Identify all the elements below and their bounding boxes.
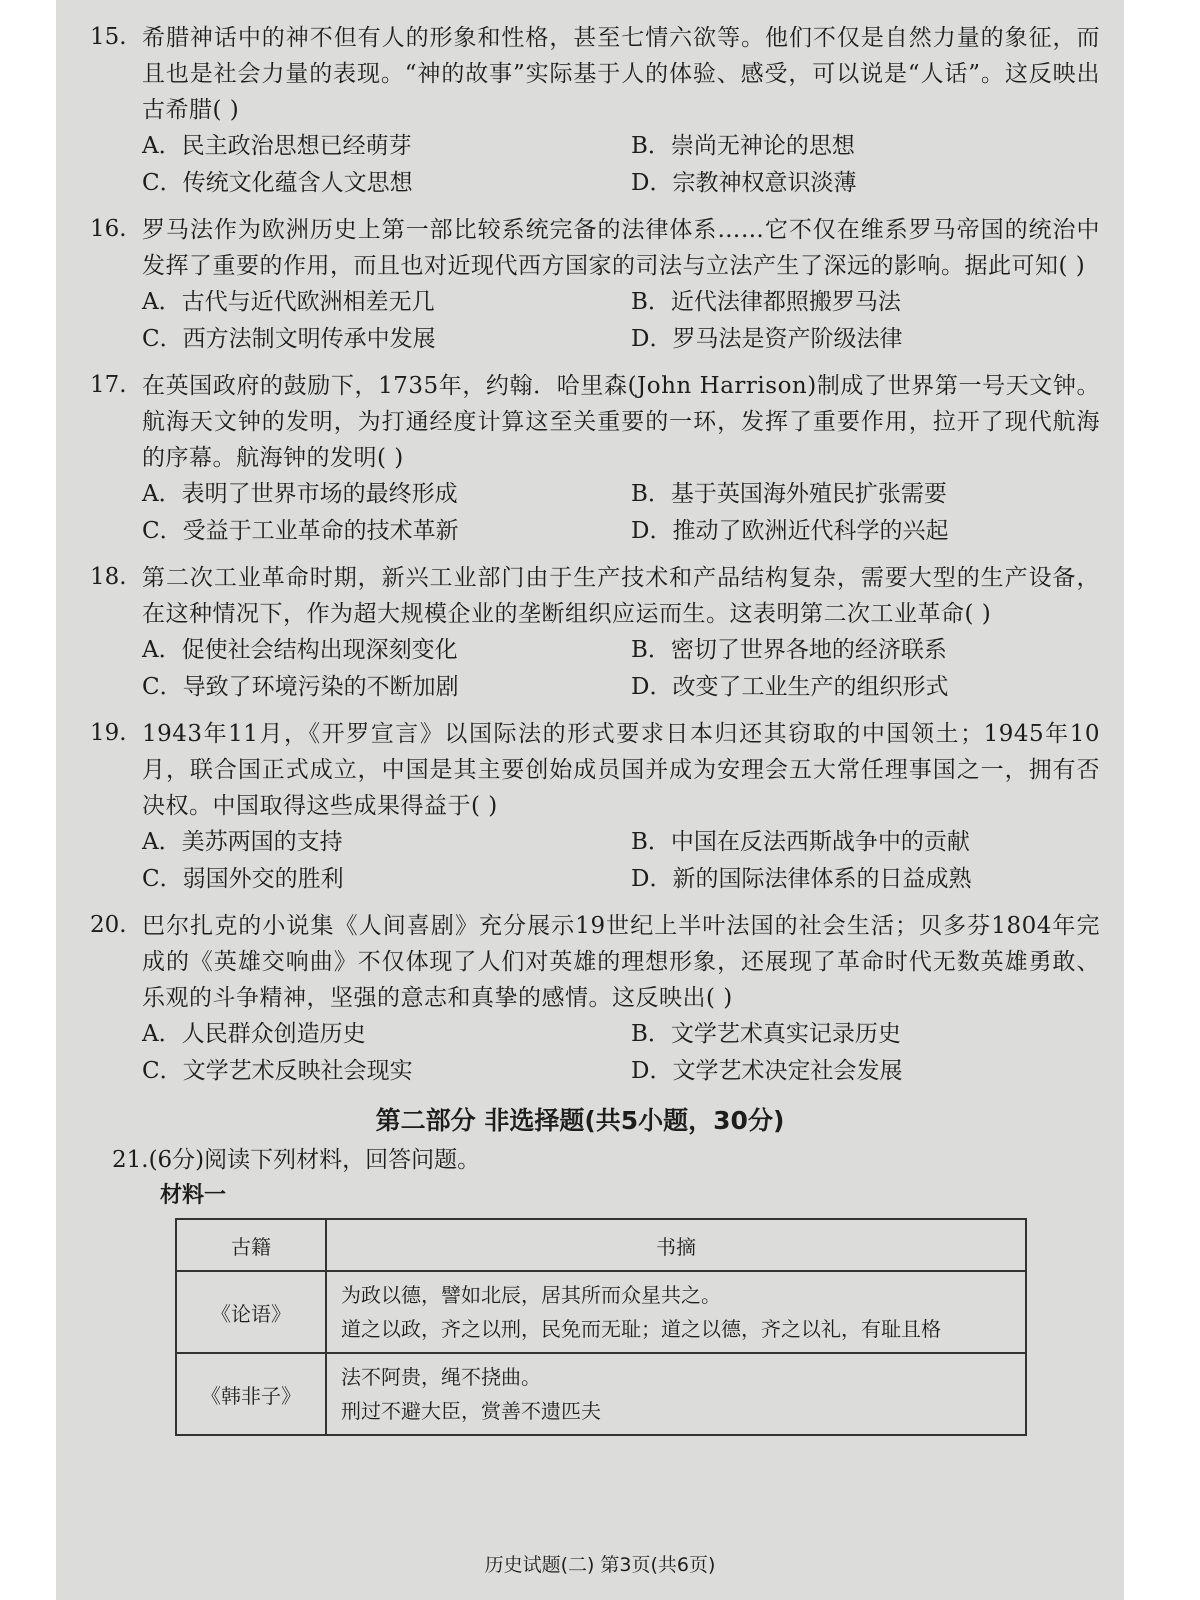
option-c: C．弱国外交的胜利	[142, 866, 344, 892]
question-21-stem: 21.(6分)阅读下列材料，回答问题。	[112, 1147, 481, 1173]
option-b: B．文学艺术真实记录历史	[631, 1021, 901, 1047]
question-number: 19.	[90, 720, 127, 746]
option-a: A．促使社会结构出现深刻变化	[142, 637, 458, 663]
question-number: 18.	[90, 564, 127, 590]
question-number: 17.	[90, 372, 127, 398]
option-c: C．文学艺术反映社会现实	[142, 1058, 413, 1084]
question-19	[60, 716, 1100, 898]
table-header-row	[176, 1219, 1026, 1271]
question-15	[60, 20, 1100, 202]
page-footer: 历史试题(二) 第3页(共6页)	[484, 1554, 716, 1576]
option-b: B．近代法律都照搬罗马法	[631, 289, 901, 315]
options	[142, 1016, 1100, 1090]
option-a: A．民主政治思想已经萌芽	[142, 133, 412, 159]
question-stem: 罗马法作为欧洲历史上第一部比较系统完备的法律体系……它不仅在维系罗马帝国的统治中发挥了重要的作用，而且也对近现代西方国家的司法与立法产生了深远的影响。据此可知( )	[142, 217, 1100, 279]
table-row	[176, 1271, 1026, 1353]
table-header: 古籍	[176, 1219, 326, 1271]
page-content	[60, 20, 1100, 1436]
question-16	[60, 212, 1100, 358]
option-d: D．推动了欧洲近代科学的兴起	[631, 518, 949, 544]
book-title: 《论语》	[176, 1271, 326, 1353]
option-d: D．文学艺术决定社会发展	[631, 1058, 903, 1084]
question-20	[60, 908, 1100, 1090]
question-stem: 1943年11月，《开罗宣言》以国际法的形式要求日本归还其窃取的中国领土；1945年10月，联合国正式成立，中国是其主要创始成员国并成为安理会五大常任理事国之一，拥有否决权。中国取得这些成果得益于( )	[142, 721, 1100, 819]
question-stem: 第二次工业革命时期，新兴工业部门由于生产技术和产品结构复杂，需要大型的生产设备，在这种情况下，作为超大规模企业的垄断组织应运而生。这表明第二次工业革命( )	[142, 565, 1100, 627]
excerpt-line: 刑过不避大臣，赏善不遗匹夫	[341, 1399, 601, 1423]
question-stem: 巴尔扎克的小说集《人间喜剧》充分展示19世纪上半叶法国的社会生活；贝多芬1804年完成的《英雄交响曲》不仅体现了人们对英雄的理想形象，还展现了革命时代无数英雄勇敢、乐观的斗争精神，坚强的意志和真挚的感情。这反映出( )	[142, 913, 1100, 1011]
table-header: 书摘	[326, 1219, 1026, 1271]
option-c: C．导致了环境污染的不断加剧	[142, 674, 459, 700]
section-title: 第二部分 非选择题(共5小题，30分)	[375, 1106, 785, 1135]
question-stem: 希腊神话中的神不但有人的形象和性格，甚至七情六欲等。他们不仅是自然力量的象征，而且也是社会力量的表现。“神的故事”实际基于人的体验、感受，可以说是“人话”。这反映出古希腊( )	[142, 25, 1100, 123]
option-c: C．传统文化蕴含人文思想	[142, 170, 413, 196]
option-b: B．密切了世界各地的经济联系	[631, 637, 947, 663]
options	[142, 284, 1100, 358]
option-c: C．受益于工业革命的技术革新	[142, 518, 459, 544]
material-table	[175, 1218, 1027, 1436]
option-b: B．基于英国海外殖民扩张需要	[631, 481, 947, 507]
question-number: 15.	[90, 24, 127, 50]
option-d: D．罗马法是资产阶级法律	[631, 326, 903, 352]
excerpt-line: 法不阿贵，绳不挠曲。	[341, 1365, 541, 1389]
excerpt-line: 为政以德，譬如北辰，居其所而众星共之。	[341, 1283, 721, 1307]
option-d: D．新的国际法律体系的日益成熟	[631, 866, 972, 892]
question-stem: 在英国政府的鼓励下，1735年，约翰．哈里森(John Harrison)制成了世界第一号天文钟。航海天文钟的发明，为打通经度计算这至关重要的一环，发挥了重要作用，拉开了现代航海的序幕。航海钟的发明( )	[142, 373, 1100, 471]
option-a: A．人民群众创造历史	[142, 1021, 366, 1047]
option-b: B．中国在反法西斯战争中的贡献	[631, 829, 970, 855]
options	[142, 824, 1100, 898]
table-row	[176, 1353, 1026, 1435]
option-c: C．西方法制文明传承中发展	[142, 326, 436, 352]
question-18	[60, 560, 1100, 706]
option-b: B．崇尚无神论的思想	[631, 133, 855, 159]
options	[142, 476, 1100, 550]
question-number: 16.	[90, 216, 127, 242]
book-title: 《韩非子》	[176, 1353, 326, 1435]
option-d: D．宗教神权意识淡薄	[631, 170, 857, 196]
excerpt-line: 道之以政，齐之以刑，民免而无耻；道之以德，齐之以礼，有耻且格	[341, 1317, 941, 1341]
excerpt-cell	[326, 1271, 1026, 1353]
material-label: 材料一	[160, 1183, 227, 1208]
question-number: 20.	[90, 912, 127, 938]
excerpt-cell	[326, 1353, 1026, 1435]
question-17	[60, 368, 1100, 550]
option-d: D．改变了工业生产的组织形式	[631, 674, 949, 700]
option-a: A．表明了世界市场的最终形成	[142, 481, 458, 507]
option-a: A．美苏两国的支持	[142, 829, 343, 855]
options	[142, 632, 1100, 706]
option-a: A．古代与近代欧洲相差无几	[142, 289, 435, 315]
options	[142, 128, 1100, 202]
